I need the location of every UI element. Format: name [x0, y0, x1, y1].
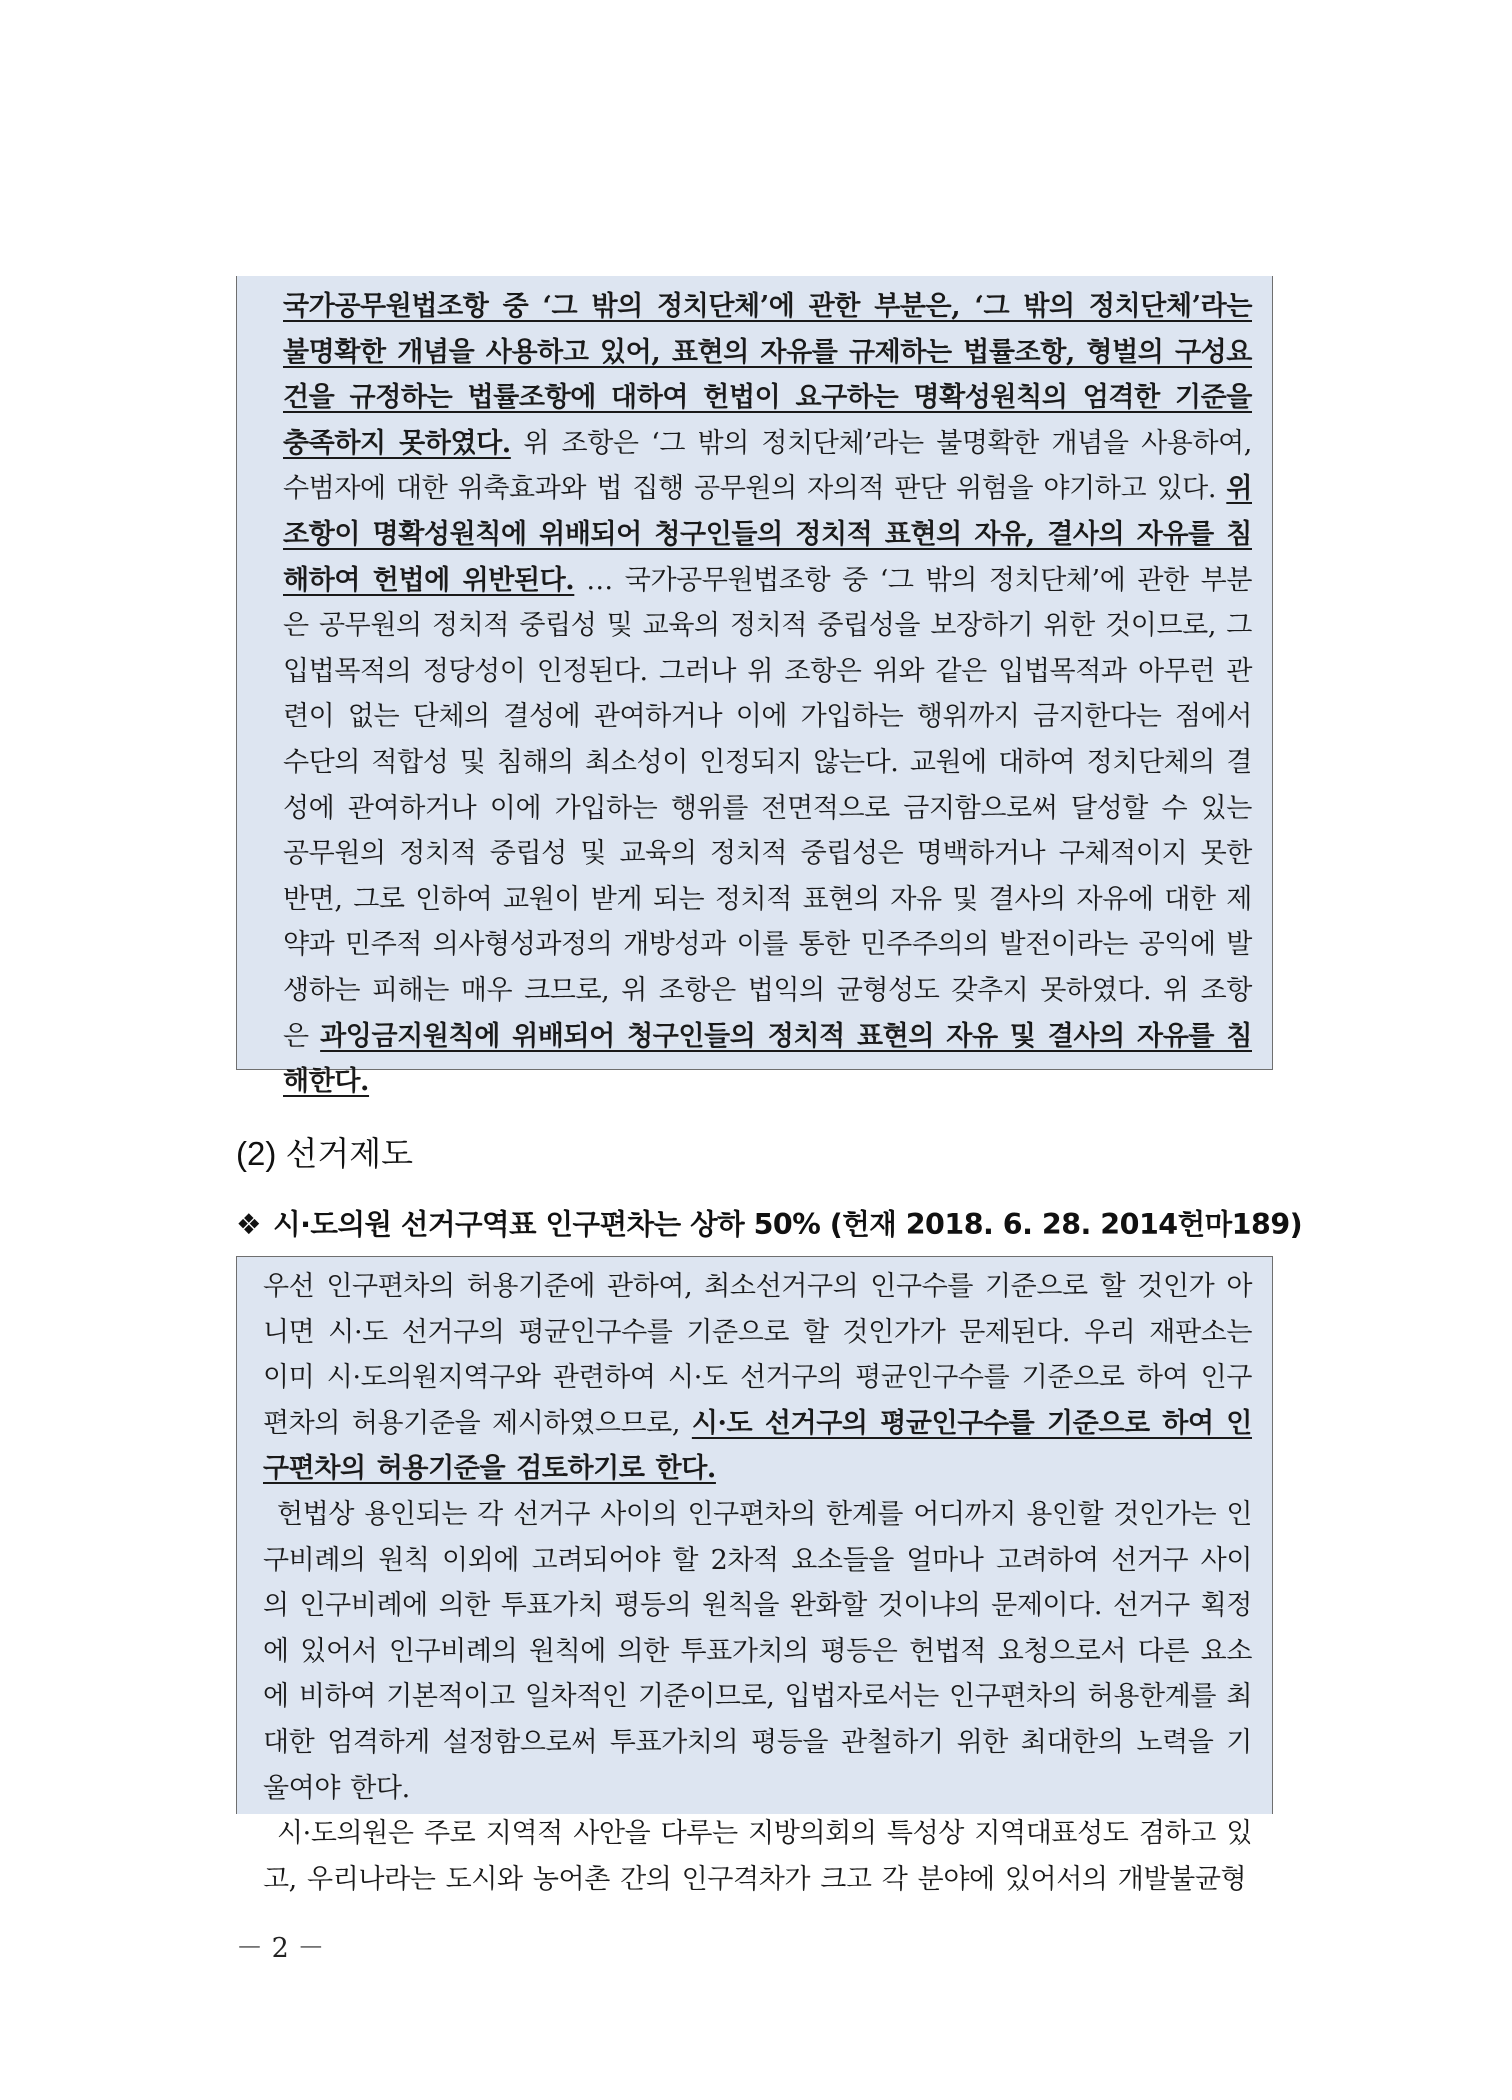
section-heading: (2) 선거제도 [236, 1135, 414, 1172]
emphasized-text: 국가공무원법조항 중 ‘그 밖의 정치단체’에 관한 부분은, ‘그 밖의 정치단체’라는 불명확한 개념을 사용하고 있어, 표현의 자유를 규제하는 법률조항, 형벌의 구성요건을 규정하는 법률조항에 대하여 헌법이 요구하는 명확성원칙의 엄격한 기준을 충족하지 못하였다. [283, 291, 1252, 459]
page-number: － 2 － [236, 1933, 325, 1964]
case-title-text: 시·도의원 선거구역표 인구편차는 상하 50% (헌재 2018. 6. 28. 2014헌마189) [273, 1208, 1303, 1241]
excerpt-paragraph [283, 284, 1252, 1105]
plain-text: … 국가공무원법조항 중 ‘그 밖의 정치단체’에 관한 부분은 공무원의 정치적 중립성 및 교육의 정치적 중립성을 보장하기 위한 것이므로, 그 입법목적의 정당성이 인정된다. 그러나 위 조항은 위와 같은 입법목적과 아무런 관련이 없는 단체의 결성에 관여하거나 이에 가입하는 행위까지 금지한다는 점에서 수단의 적합성 및 침해의 최소성이 인정되지 않는다. 교원에 대하여 정치단체의 결성에 관여하거나 이에 가입하는 행위를 전면적으로 금지함으로써 달성할 수 있는 공무원의 정치적 중립성 및 교육의 정치적 중립성은 명백하거나 구체적이지 못한 반면, 그로 인하여 교원이 받게 되는 정치적 표현의 자유 및 결사의 자유에 대한 제약과 민주적 의사형성과정의 개방성과 이를 통한 민주주의의 발전이라는 공익에 발생하는 피해는 매우 크므로, 위 조항은 법익의 균형성도 갖추지 못하였다. 위 조항은 [283, 564, 1252, 1052]
quote-box-political-groups [236, 276, 1273, 1098]
excerpt-paragraph [263, 1264, 1252, 1492]
plain-text: 우선 인구편차의 허용기준에 관하여, 최소선거구의 인구수를 기준으로 할 것인가 아니면 시·도 선거구의 평균인구수를 기준으로 할 것인가가 문제된다. 우리 재판소는 이미 시·도의원지역구와 관련하여 시·도 선거구의 평균인구수를 기준으로 하여 인구편차의 허용기준을 제시하였으므로, [263, 1271, 1252, 1439]
emphasized-text: 과잉금지원칙에 위배되어 청구인들의 정치적 표현의 자유 및 결사의 자유를 침해한다. [283, 1020, 1252, 1098]
diamond-bullet-icon: ❖ [236, 1208, 262, 1241]
emphasized-text: 위 조항이 명확성원칙에 위배되어 청구인들의 정치적 표현의 자유, 결사의 자유를 침해하여 헌법에 위반된다. [283, 473, 1252, 596]
plain-text: 위 조항은 ‘그 밖의 정치단체’라는 불명확한 개념을 사용하여, 수범자에 대한 위축효과와 법 집행 공무원의 자의적 판단 위험을 야기하고 있다. [283, 427, 1252, 505]
emphasized-text: 시·도 선거구의 평균인구수를 기준으로 하여 인구편차의 허용기준을 검토하기로 한다. [263, 1407, 1252, 1485]
excerpt-paragraph: 헌법상 용인되는 각 선거구 사이의 인구편차의 한계를 어디까지 용인할 것인가는 인구비례의 원칙 이외에 고려되어야 할 2차적 요소들을 얼마나 고려하여 선거구 사이의 인구비례에 의한 투표가치 평등의 원칙을 완화할 것이냐의 문제이다. 선거구 획정에 있어서 인구비례의 원칙에 의한 투표가치의 평등은 헌법적 요청으로서 다른 요소에 비하여 기본적이고 일차적인 기준이므로, 입법자로서는 인구편차의 허용한계를 최대한 엄격하게 설정함으로써 투표가치의 평등을 관철하기 위한 최대한의 노력을 기울여야 한다. [263, 1498, 1253, 1804]
quote-box-population-deviation [236, 1256, 1273, 1895]
excerpt-paragraph: 시·도의원은 주로 지역적 사안을 다루는 지방의회의 특성상 지역대표성도 겸하고 있고, 우리나라는 도시와 농어촌 간의 인구격차가 크고 각 분야에 있어서의 개발불균형 [263, 1818, 1252, 1895]
case-title [236, 1202, 1303, 1243]
